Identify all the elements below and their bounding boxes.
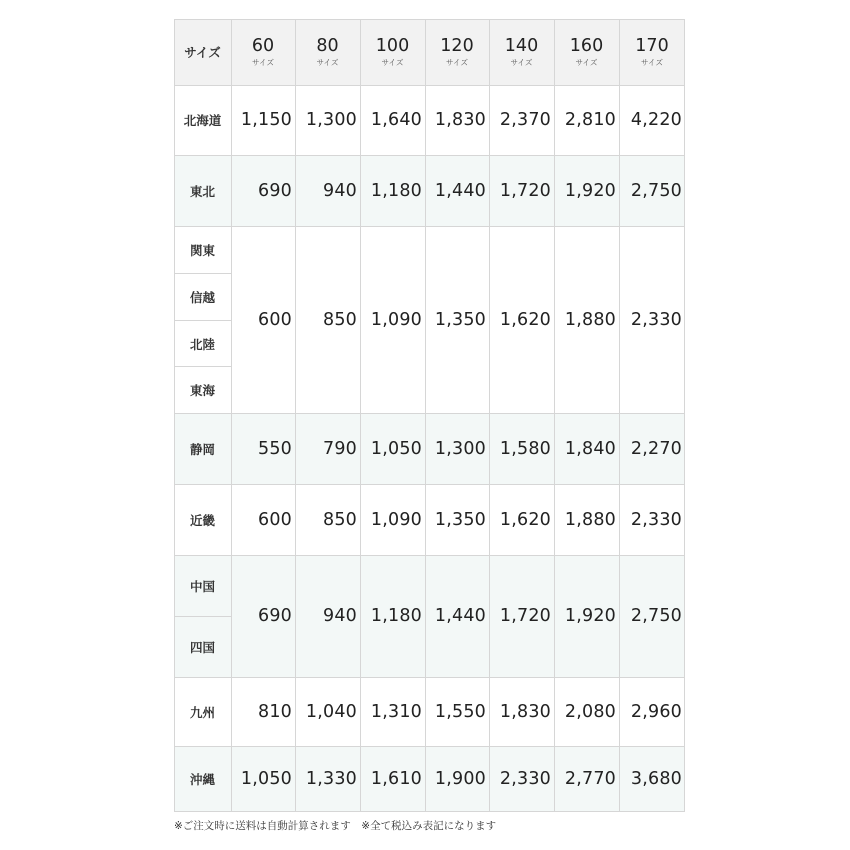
- fee-cell: 2,370: [499, 110, 551, 130]
- fee-cell: 1,900: [434, 769, 486, 789]
- size-number: 60: [251, 36, 275, 56]
- region-divider: [174, 366, 231, 367]
- fee-cell: 1,050: [240, 769, 292, 789]
- fee-cell: 1,090: [370, 309, 422, 330]
- column-divider: [231, 19, 232, 812]
- fee-cell: 600: [257, 509, 292, 530]
- region-label: 静岡: [189, 441, 215, 457]
- fee-cell: 1,920: [564, 606, 616, 626]
- fee-cell: 690: [257, 180, 292, 201]
- row-divider: [174, 226, 685, 227]
- fee-cell: 1,300: [434, 438, 486, 459]
- fee-cell: 2,330: [499, 769, 551, 789]
- fee-cell: 1,620: [499, 309, 551, 330]
- fee-cell: 1,550: [434, 701, 486, 722]
- fee-cell: 1,330: [305, 769, 357, 789]
- region-label: 信越: [189, 289, 215, 305]
- fee-cell: 850: [322, 309, 357, 330]
- fee-cell: 2,810: [564, 110, 616, 130]
- fee-cell: 4,220: [630, 110, 682, 130]
- shipping-fee-table: [174, 19, 685, 812]
- fee-cell: 850: [322, 509, 357, 530]
- column-divider: [295, 19, 296, 812]
- fee-cell: 1,440: [434, 606, 486, 626]
- column-divider: [619, 19, 620, 812]
- fee-cell: 1,880: [564, 509, 616, 530]
- region-divider: [174, 320, 231, 321]
- fee-cell: 2,750: [630, 606, 682, 626]
- column-divider: [554, 19, 555, 812]
- size-number: 170: [635, 36, 669, 56]
- region-label: 九州: [189, 704, 215, 720]
- size-unit-label: サイズ: [641, 58, 663, 67]
- size-number: 140: [504, 36, 539, 56]
- size-number: 100: [375, 36, 410, 56]
- fee-cell: 1,350: [434, 309, 486, 330]
- fee-cell: 940: [322, 606, 357, 626]
- fee-cell: 2,080: [564, 701, 616, 722]
- fee-cell: 810: [257, 701, 292, 722]
- fee-cell: 2,750: [630, 180, 682, 201]
- fee-cell: 2,270: [630, 438, 682, 459]
- region-label: 東北: [189, 183, 215, 199]
- fee-cell: 2,770: [564, 769, 616, 789]
- size-unit-label: サイズ: [316, 58, 339, 67]
- column-divider: [174, 19, 175, 812]
- fee-cell: 1,090: [370, 509, 422, 530]
- fee-cell: 1,310: [370, 701, 422, 722]
- size-number: 80: [316, 36, 339, 56]
- region-label: 沖縄: [189, 772, 215, 787]
- fee-cell: 940: [322, 180, 357, 201]
- row-divider: [174, 155, 685, 156]
- fee-cell: 2,330: [630, 309, 682, 330]
- region-label: 四国: [189, 639, 215, 655]
- region-divider: [174, 616, 231, 617]
- region-label: 東海: [189, 382, 215, 398]
- size-number: 160: [569, 36, 604, 56]
- size-unit-label: サイズ: [381, 58, 404, 67]
- row-divider: [174, 555, 685, 556]
- fee-cell: 1,050: [370, 438, 422, 459]
- fee-cell: 1,840: [564, 438, 616, 459]
- region-label: 北海道: [183, 113, 222, 128]
- fee-cell: 1,720: [499, 606, 551, 626]
- size-column-header: [489, 19, 554, 85]
- region-label: 中国: [189, 578, 215, 594]
- fee-cell: 1,920: [564, 180, 616, 201]
- size-column-header: [360, 19, 425, 85]
- fee-cell: 1,880: [564, 309, 616, 330]
- fee-cell: 3,680: [630, 769, 682, 789]
- size-column-header: [425, 19, 489, 85]
- fee-cell: 1,610: [370, 769, 422, 789]
- size-unit-label: サイズ: [575, 58, 598, 67]
- region-label: 関東: [189, 242, 215, 258]
- size-column-header: [554, 19, 619, 85]
- fee-cell: 790: [322, 438, 357, 459]
- size-unit-label: サイズ: [252, 58, 274, 67]
- size-column-header: [231, 19, 295, 85]
- fee-cell: 1,830: [434, 110, 486, 130]
- size-unit-label: サイズ: [510, 58, 533, 67]
- fee-cell: 1,720: [499, 180, 551, 201]
- row-divider: [174, 746, 685, 747]
- fee-cell: 1,620: [499, 509, 551, 530]
- column-divider: [425, 19, 426, 812]
- fee-cell: 2,330: [630, 509, 682, 530]
- size-column-header: [295, 19, 360, 85]
- fee-cell: 690: [257, 606, 292, 626]
- row-divider: [174, 811, 685, 812]
- row-divider: [174, 19, 685, 20]
- size-header-label: サイズ: [184, 45, 221, 60]
- fee-cell: 1,180: [370, 606, 422, 626]
- fee-cell: 600: [257, 309, 292, 330]
- size-number: 120: [440, 36, 474, 56]
- fee-cell: 1,040: [305, 701, 357, 722]
- fee-cell: 1,350: [434, 509, 486, 530]
- fee-cell: 550: [257, 438, 292, 459]
- fee-cell: 1,150: [240, 110, 292, 130]
- fee-cell: 1,180: [370, 180, 422, 201]
- column-divider: [489, 19, 490, 812]
- fee-cell: 2,960: [630, 701, 682, 722]
- row-divider: [174, 85, 685, 86]
- fee-cell: 1,830: [499, 701, 551, 722]
- row-divider: [174, 413, 685, 414]
- fee-cell: 1,640: [370, 110, 422, 130]
- fee-cell: 1,580: [499, 438, 551, 459]
- row-divider: [174, 677, 685, 678]
- size-column-header: [619, 19, 685, 85]
- region-label: 北陸: [189, 336, 215, 352]
- fee-cell: 1,300: [305, 110, 357, 130]
- column-divider: [360, 19, 361, 812]
- footnote: ※ご注文時に送料は自動計算されます ※全て税込み表記になります: [174, 820, 497, 832]
- region-divider: [174, 273, 231, 274]
- size-unit-label: サイズ: [446, 58, 468, 67]
- column-divider: [684, 19, 685, 812]
- fee-cell: 1,440: [434, 180, 486, 201]
- row-divider: [174, 484, 685, 485]
- region-label: 近畿: [189, 512, 215, 528]
